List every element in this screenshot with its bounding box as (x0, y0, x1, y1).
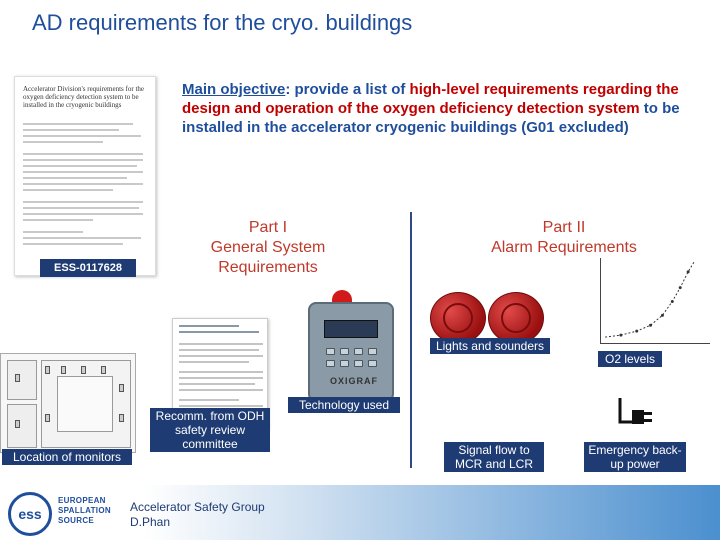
sounder-icon (488, 292, 544, 344)
part-2-heading: Part II Alarm Requirements (491, 219, 637, 256)
alarm-device-icon (308, 302, 394, 402)
document-header: Accelerator Division's requirements for the oxygen deficiency detection system to be installed in the cryogenic buildings (23, 85, 144, 110)
footer-credits: Accelerator Safety Group D.Phan (130, 500, 265, 529)
floor-plan-image (0, 353, 136, 453)
sounder-icon (430, 292, 486, 344)
signal-flow-caption: Signal flow to MCR and LCR (444, 442, 544, 472)
lights-sounders-caption: Lights and sounders (430, 338, 550, 354)
o2-levels-plot (600, 258, 710, 344)
part-1-heading: Part I General System Requirements (210, 219, 326, 276)
plug-icon (614, 396, 654, 430)
backup-power-caption: Emergency back-up power (584, 442, 686, 472)
main-objective-text: Main objective: provide a list of high-level requirements regarding the design and operation of the oxygen deficiency detection system to be installed in the accelerator cryogenic buildings (G01 excluded) (182, 81, 680, 136)
location-caption: Location of monitors (2, 449, 132, 465)
slide-title: AD requirements for the cryo. buildings (32, 10, 413, 35)
device-brand-label: OXIGRAF (330, 376, 379, 386)
section-divider (410, 212, 412, 468)
requirements-document-thumbnail (14, 76, 156, 276)
ess-logo: ess (8, 492, 52, 536)
document-id-badge: ESS-0117628 (40, 259, 136, 277)
o2-levels-caption: O2 levels (598, 351, 662, 367)
objective-label: Main objective (182, 81, 286, 98)
technology-caption: Technology used (288, 397, 400, 413)
recommendation-caption: Recomm. from ODH safety review committee (150, 408, 270, 452)
ess-logo-text: EUROPEAN SPALLATION SOURCE (58, 496, 111, 525)
